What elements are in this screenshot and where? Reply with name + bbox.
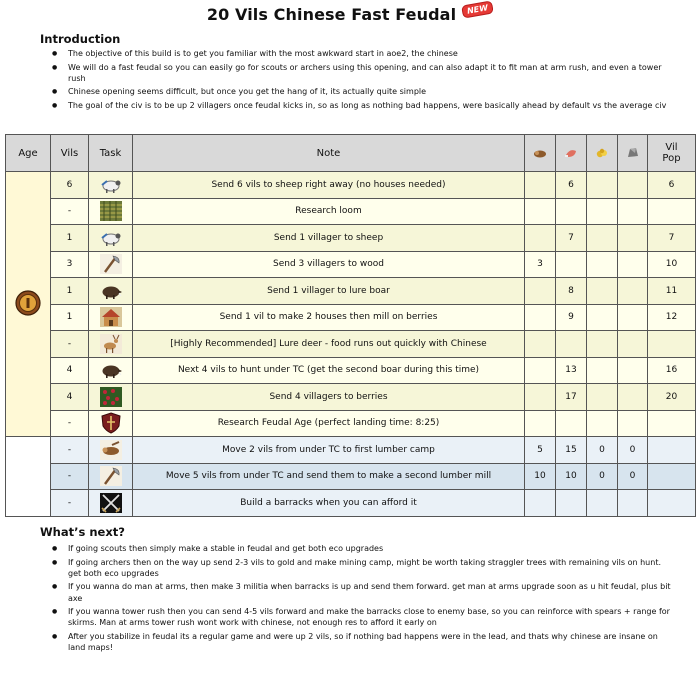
intro-bullet: ● We will do a fast feudal so you can easily go for scouts or archers using this opening, and can also adapt it to fit man at arm rush, and even a tower rush (52, 62, 672, 84)
barracks-swords-icon (99, 492, 123, 514)
next-bullet: ● If going scouts then simply make a stable in feudal and get both eco upgrades (52, 543, 672, 554)
header-stone (618, 135, 648, 172)
lumber-camp-icon (99, 439, 123, 461)
boar-icon (99, 359, 123, 381)
vils-cell: 6 (51, 172, 89, 199)
deer-icon (99, 333, 123, 355)
stone-cell (618, 384, 648, 411)
table-row (6, 304, 696, 331)
next-bullet: ● After you stabilize in feudal its a regular game and were up 2 vils, so if nothing bad happens were in the lead, and thats why chinese are insane on land maps! (52, 631, 672, 653)
gold-cell (587, 384, 618, 411)
gold-cell (587, 172, 618, 199)
title-area (0, 5, 700, 24)
feudal-shield-icon (99, 412, 123, 434)
header-vil-pop-line2: Pop (662, 153, 681, 164)
vils-cell: - (51, 437, 89, 464)
vils-cell: 1 (51, 304, 89, 331)
table-row (6, 437, 696, 464)
table-row (6, 278, 696, 305)
food-cell (556, 198, 587, 225)
note-cell: Send 4 villagers to berries (133, 384, 525, 411)
axe-icon (99, 253, 123, 275)
build-order-table (5, 134, 696, 517)
task-cell (89, 225, 133, 252)
table-row (6, 410, 696, 437)
stone-cell (618, 331, 648, 358)
vils-cell: 1 (51, 225, 89, 252)
stone-cell (618, 278, 648, 305)
house-icon (99, 306, 123, 328)
header-gold (587, 135, 618, 172)
stone-cell (618, 357, 648, 384)
food-cell: 13 (556, 357, 587, 384)
vils-cell: - (51, 463, 89, 490)
header-wood (525, 135, 556, 172)
food-icon (564, 147, 578, 159)
header-food (556, 135, 587, 172)
table-row (6, 384, 696, 411)
food-cell: 15 (556, 437, 587, 464)
stone-cell (618, 225, 648, 252)
table-row (6, 172, 696, 199)
note-cell: Send 1 vil to make 2 houses then mill on berries (133, 304, 525, 331)
task-cell (89, 251, 133, 278)
gold-cell: 0 (587, 463, 618, 490)
wood-icon (533, 147, 547, 159)
food-cell: 10 (556, 463, 587, 490)
wood-cell: 10 (525, 463, 556, 490)
note-cell: Send 6 vils to sheep right away (no houses needed) (133, 172, 525, 199)
note-cell: [Highly Recommended] Lure deer - food runs out quickly with Chinese (133, 331, 525, 358)
note-cell: Build a barracks when you can afford it (133, 490, 525, 517)
gold-cell: 0 (587, 437, 618, 464)
boar-icon (99, 280, 123, 302)
header-vil-pop-line1: Vil (665, 142, 678, 153)
stone-icon (626, 147, 640, 159)
vils-cell: - (51, 410, 89, 437)
vils-cell: - (51, 198, 89, 225)
food-cell (556, 490, 587, 517)
vils-cell: 4 (51, 357, 89, 384)
wood-cell (525, 410, 556, 437)
table-row (6, 331, 696, 358)
next-bullet: ● If you wanna tower rush then you can send 4-5 vils forward and make the barracks close to enemy base, so you can reinforce with spears + range for skirms. Man at arms tower rush wont work with chinese, not enough res to afford it early on (52, 606, 672, 628)
note-cell: Move 2 vils from under TC to first lumber camp (133, 437, 525, 464)
food-cell (556, 251, 587, 278)
wood-cell (525, 304, 556, 331)
gold-cell (587, 490, 618, 517)
next-heading: What’s next? (40, 525, 125, 539)
task-cell (89, 357, 133, 384)
table-row (6, 225, 696, 252)
page-title: 20 Vils Chinese Fast Feudal (206, 5, 457, 24)
intro-bullet: ● Chinese opening seems difficult, but once you get the hang of it, its actually quite simple (52, 86, 672, 97)
header-vil-pop (648, 135, 696, 172)
stone-cell: 0 (618, 437, 648, 464)
gold-cell (587, 225, 618, 252)
stone-cell (618, 410, 648, 437)
pop-cell: 16 (648, 357, 696, 384)
task-cell (89, 410, 133, 437)
wood-cell (525, 357, 556, 384)
table-row (6, 463, 696, 490)
wood-cell (525, 331, 556, 358)
food-cell: 9 (556, 304, 587, 331)
food-cell (556, 331, 587, 358)
pop-cell: 20 (648, 384, 696, 411)
table-row (6, 251, 696, 278)
gold-cell (587, 304, 618, 331)
gold-cell (587, 331, 618, 358)
note-cell: Send 1 villager to lure boar (133, 278, 525, 305)
next-list (52, 543, 672, 656)
pop-cell (648, 410, 696, 437)
gold-icon (595, 147, 609, 159)
sheep-icon (99, 227, 123, 249)
wood-cell: 3 (525, 251, 556, 278)
food-cell (556, 410, 587, 437)
pop-cell (648, 437, 696, 464)
food-cell: 7 (556, 225, 587, 252)
stone-cell: 0 (618, 463, 648, 490)
food-cell: 17 (556, 384, 587, 411)
pop-cell: 7 (648, 225, 696, 252)
task-cell (89, 437, 133, 464)
next-bullet: ● If going archers then on the way up send 2-3 vils to gold and make mining camp, might be worth taking straggler trees with remaining vils on hunt. get both eco upgrades (52, 557, 672, 579)
table-header-row (6, 135, 696, 172)
wood-cell (525, 172, 556, 199)
task-cell (89, 198, 133, 225)
task-cell (89, 331, 133, 358)
gold-cell (587, 357, 618, 384)
intro-list (52, 48, 672, 114)
vils-cell: 3 (51, 251, 89, 278)
pop-cell: 10 (648, 251, 696, 278)
food-cell: 6 (556, 172, 587, 199)
vils-cell: 1 (51, 278, 89, 305)
note-cell: Next 4 vils to hunt under TC (get the second boar during this time) (133, 357, 525, 384)
header-task: Task (89, 135, 133, 172)
header-note: Note (133, 135, 525, 172)
wood-cell (525, 384, 556, 411)
loom-icon (99, 200, 123, 222)
food-cell: 8 (556, 278, 587, 305)
age-cell-feudal (6, 437, 51, 517)
wood-cell (525, 490, 556, 517)
next-bullet: ● If you wanna do man at arms, then make 3 militia when barracks is up and send them forward. get man at arms upgrade soon as u hit feudal, plus bit axe (52, 581, 672, 603)
intro-heading: Introduction (40, 32, 121, 46)
table-row (6, 490, 696, 517)
note-cell: Research loom (133, 198, 525, 225)
task-cell (89, 384, 133, 411)
pop-cell (648, 198, 696, 225)
wood-cell (525, 198, 556, 225)
pop-cell: 12 (648, 304, 696, 331)
table-row (6, 198, 696, 225)
note-cell: Send 3 villagers to wood (133, 251, 525, 278)
sheep-icon (99, 174, 123, 196)
vils-cell: 4 (51, 384, 89, 411)
pop-cell (648, 463, 696, 490)
note-cell: Move 5 vils from under TC and send them to make a second lumber mill (133, 463, 525, 490)
task-cell (89, 463, 133, 490)
note-cell: Send 1 villager to sheep (133, 225, 525, 252)
pop-cell: 11 (648, 278, 696, 305)
wood-cell: 5 (525, 437, 556, 464)
gold-cell (587, 198, 618, 225)
note-cell: Research Feudal Age (perfect landing time: 8:25) (133, 410, 525, 437)
header-age: Age (6, 135, 51, 172)
stone-cell (618, 251, 648, 278)
age-cell-dark (6, 172, 51, 437)
gold-cell (587, 251, 618, 278)
table-row (6, 357, 696, 384)
stone-cell (618, 172, 648, 199)
gold-cell (587, 278, 618, 305)
intro-bullet: ● The goal of the civ is to be up 2 villagers once feudal kicks in, so as long as nothing bad happens, were basically ahead by default vs the average civ (52, 100, 672, 111)
vils-cell: - (51, 331, 89, 358)
new-badge: NEW (461, 0, 494, 18)
task-cell (89, 490, 133, 517)
gold-cell (587, 410, 618, 437)
header-vils: Vils (51, 135, 89, 172)
vils-cell: - (51, 490, 89, 517)
wood-cell (525, 278, 556, 305)
stone-cell (618, 304, 648, 331)
dark-age-icon (15, 290, 41, 316)
task-cell (89, 278, 133, 305)
task-cell (89, 172, 133, 199)
berries-icon (99, 386, 123, 408)
axe-icon (99, 465, 123, 487)
stone-cell (618, 198, 648, 225)
pop-cell: 6 (648, 172, 696, 199)
pop-cell (648, 331, 696, 358)
pop-cell (648, 490, 696, 517)
intro-bullet: ● The objective of this build is to get you familiar with the most awkward start in aoe2, the chinese (52, 48, 672, 59)
wood-cell (525, 225, 556, 252)
task-cell (89, 304, 133, 331)
stone-cell (618, 490, 648, 517)
